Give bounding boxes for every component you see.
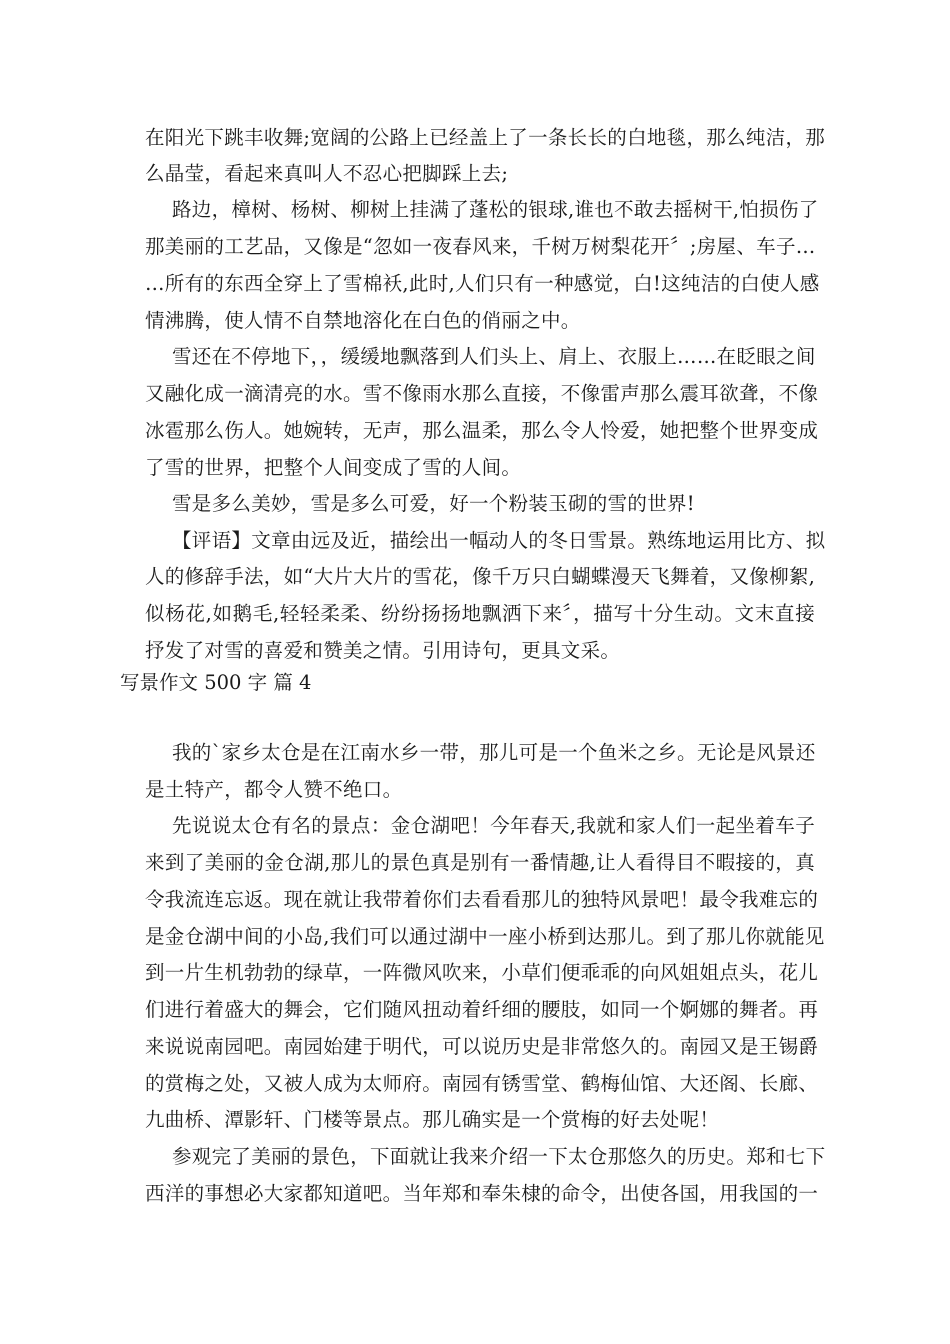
- body-text-line: 西洋的事想必大家都知道吧。当年郑和奉朱棣的命令，出使各国，用我国的一: [145, 1182, 819, 1205]
- body-text-line: 又融化成一滴清亮的水。雪不像雨水那么直接，不像雷声那么震耳欲聋，不像: [145, 382, 819, 405]
- body-text-line: 参观完了美丽的景色，下面就让我来介绍一下太仓那悠久的历史。郑和七下: [172, 1145, 826, 1168]
- body-text-line: …所有的东西全穿上了雪棉袄,此时,人们只有一种感觉，白!这纯洁的白使人感: [145, 272, 820, 295]
- comment-text-line: 似杨花,如鹅毛,轻轻柔柔、纷纷扬扬地飘洒下来〞，描写十分生动。文末直接: [145, 602, 815, 625]
- body-text-line: 是金仓湖中间的小岛,我们可以通过湖中一座小桥到达那儿。到了那儿你就能见: [145, 925, 825, 948]
- body-text-line: 们进行着盛大的舞会，它们随风扭动着纤细的腰肢，如同一个婀娜的舞者。再: [145, 998, 819, 1021]
- body-text-line: 的赏梅之处，又被人成为太师府。南园有锈雪堂、鹤梅仙馆、大还阁、长廊、: [145, 1072, 819, 1095]
- body-text-line: 先说说太仓有名的景点：金仓湖吧！今年春天,我就和家人们一起坐着车子: [172, 814, 815, 837]
- body-text-line: 来说说南园吧。南园始建于明代，可以说历史是非常悠久的。南园又是王锡爵: [145, 1035, 819, 1058]
- comment-text-line: 抒发了对雪的喜爱和赞美之情。引用诗句，更具文采。: [145, 639, 621, 662]
- body-text-line: 路边，樟树、杨树、柳树上挂满了蓬松的银球,谁也不敢去摇树干,怕损伤了: [172, 198, 819, 221]
- body-text-line: 雪还在不停地下，，缓缓地飘落到人们头上、肩上、衣服上……在眨眼之间: [172, 345, 816, 368]
- body-text-line: 在阳光下跳丰收舞;宽阔的公路上已经盖上了一条长长的白地毯，那么纯洁，那: [145, 126, 826, 149]
- body-text-line: 到一片生机勃勃的绿草，一阵微风吹来，小草们便乖乖的向风姐姐点头，花儿: [145, 961, 819, 984]
- body-text-line: 是土特产，都令人赞不绝口。: [145, 778, 403, 801]
- body-text-line: 令我流连忘返。现在就让我带着你们去看看那儿的独特风景吧！最令我难忘的: [145, 888, 819, 911]
- body-text-line: 了雪的世界，把整个人间变成了雪的人间。: [145, 456, 522, 479]
- body-text-line: 来到了美丽的金仓湖,那儿的景色真是别有一番情趣,让人看得目不暇接的，真: [145, 851, 815, 874]
- body-text-line: 雪是多么美妙，雪是多么可爱，好一个粉装玉砌的雪的世界!: [172, 492, 695, 515]
- body-text-line: 九曲桥、潭影轩、门楼等景点。那儿确实是一个赏梅的好去处呢！: [145, 1108, 720, 1131]
- body-text-line: 那美丽的工艺品，又像是“忽如一夜春风来，千树万树梨花开〞;房屋、车子…: [145, 235, 816, 258]
- body-text-line: 冰雹那么伤人。她婉转，无声，那么温柔，那么令人怜爱，她把整个世界变成: [145, 419, 819, 442]
- comment-text-line: 【评语】文章由远及近，描绘出一幅动人的冬日雪景。熟练地运用比方、拟: [172, 529, 826, 552]
- body-text-line: 么晶莹，看起来真叫人不忍心把脚踩上去;: [145, 162, 509, 185]
- section-heading: 写景作文 500 字 篇 4: [120, 671, 312, 694]
- body-text-line: 我的`家乡太仓是在江南水乡一带，那儿可是一个鱼米之乡。无论是风景还: [172, 741, 816, 764]
- body-text-line: 情沸腾，使人情不自禁地溶化在白色的俏丽之中。: [145, 309, 581, 332]
- comment-text-line: 人的修辞手法，如“大片大片的雪花，像千万只白蝴蝶漫天飞舞着，又像柳絮,: [145, 565, 816, 588]
